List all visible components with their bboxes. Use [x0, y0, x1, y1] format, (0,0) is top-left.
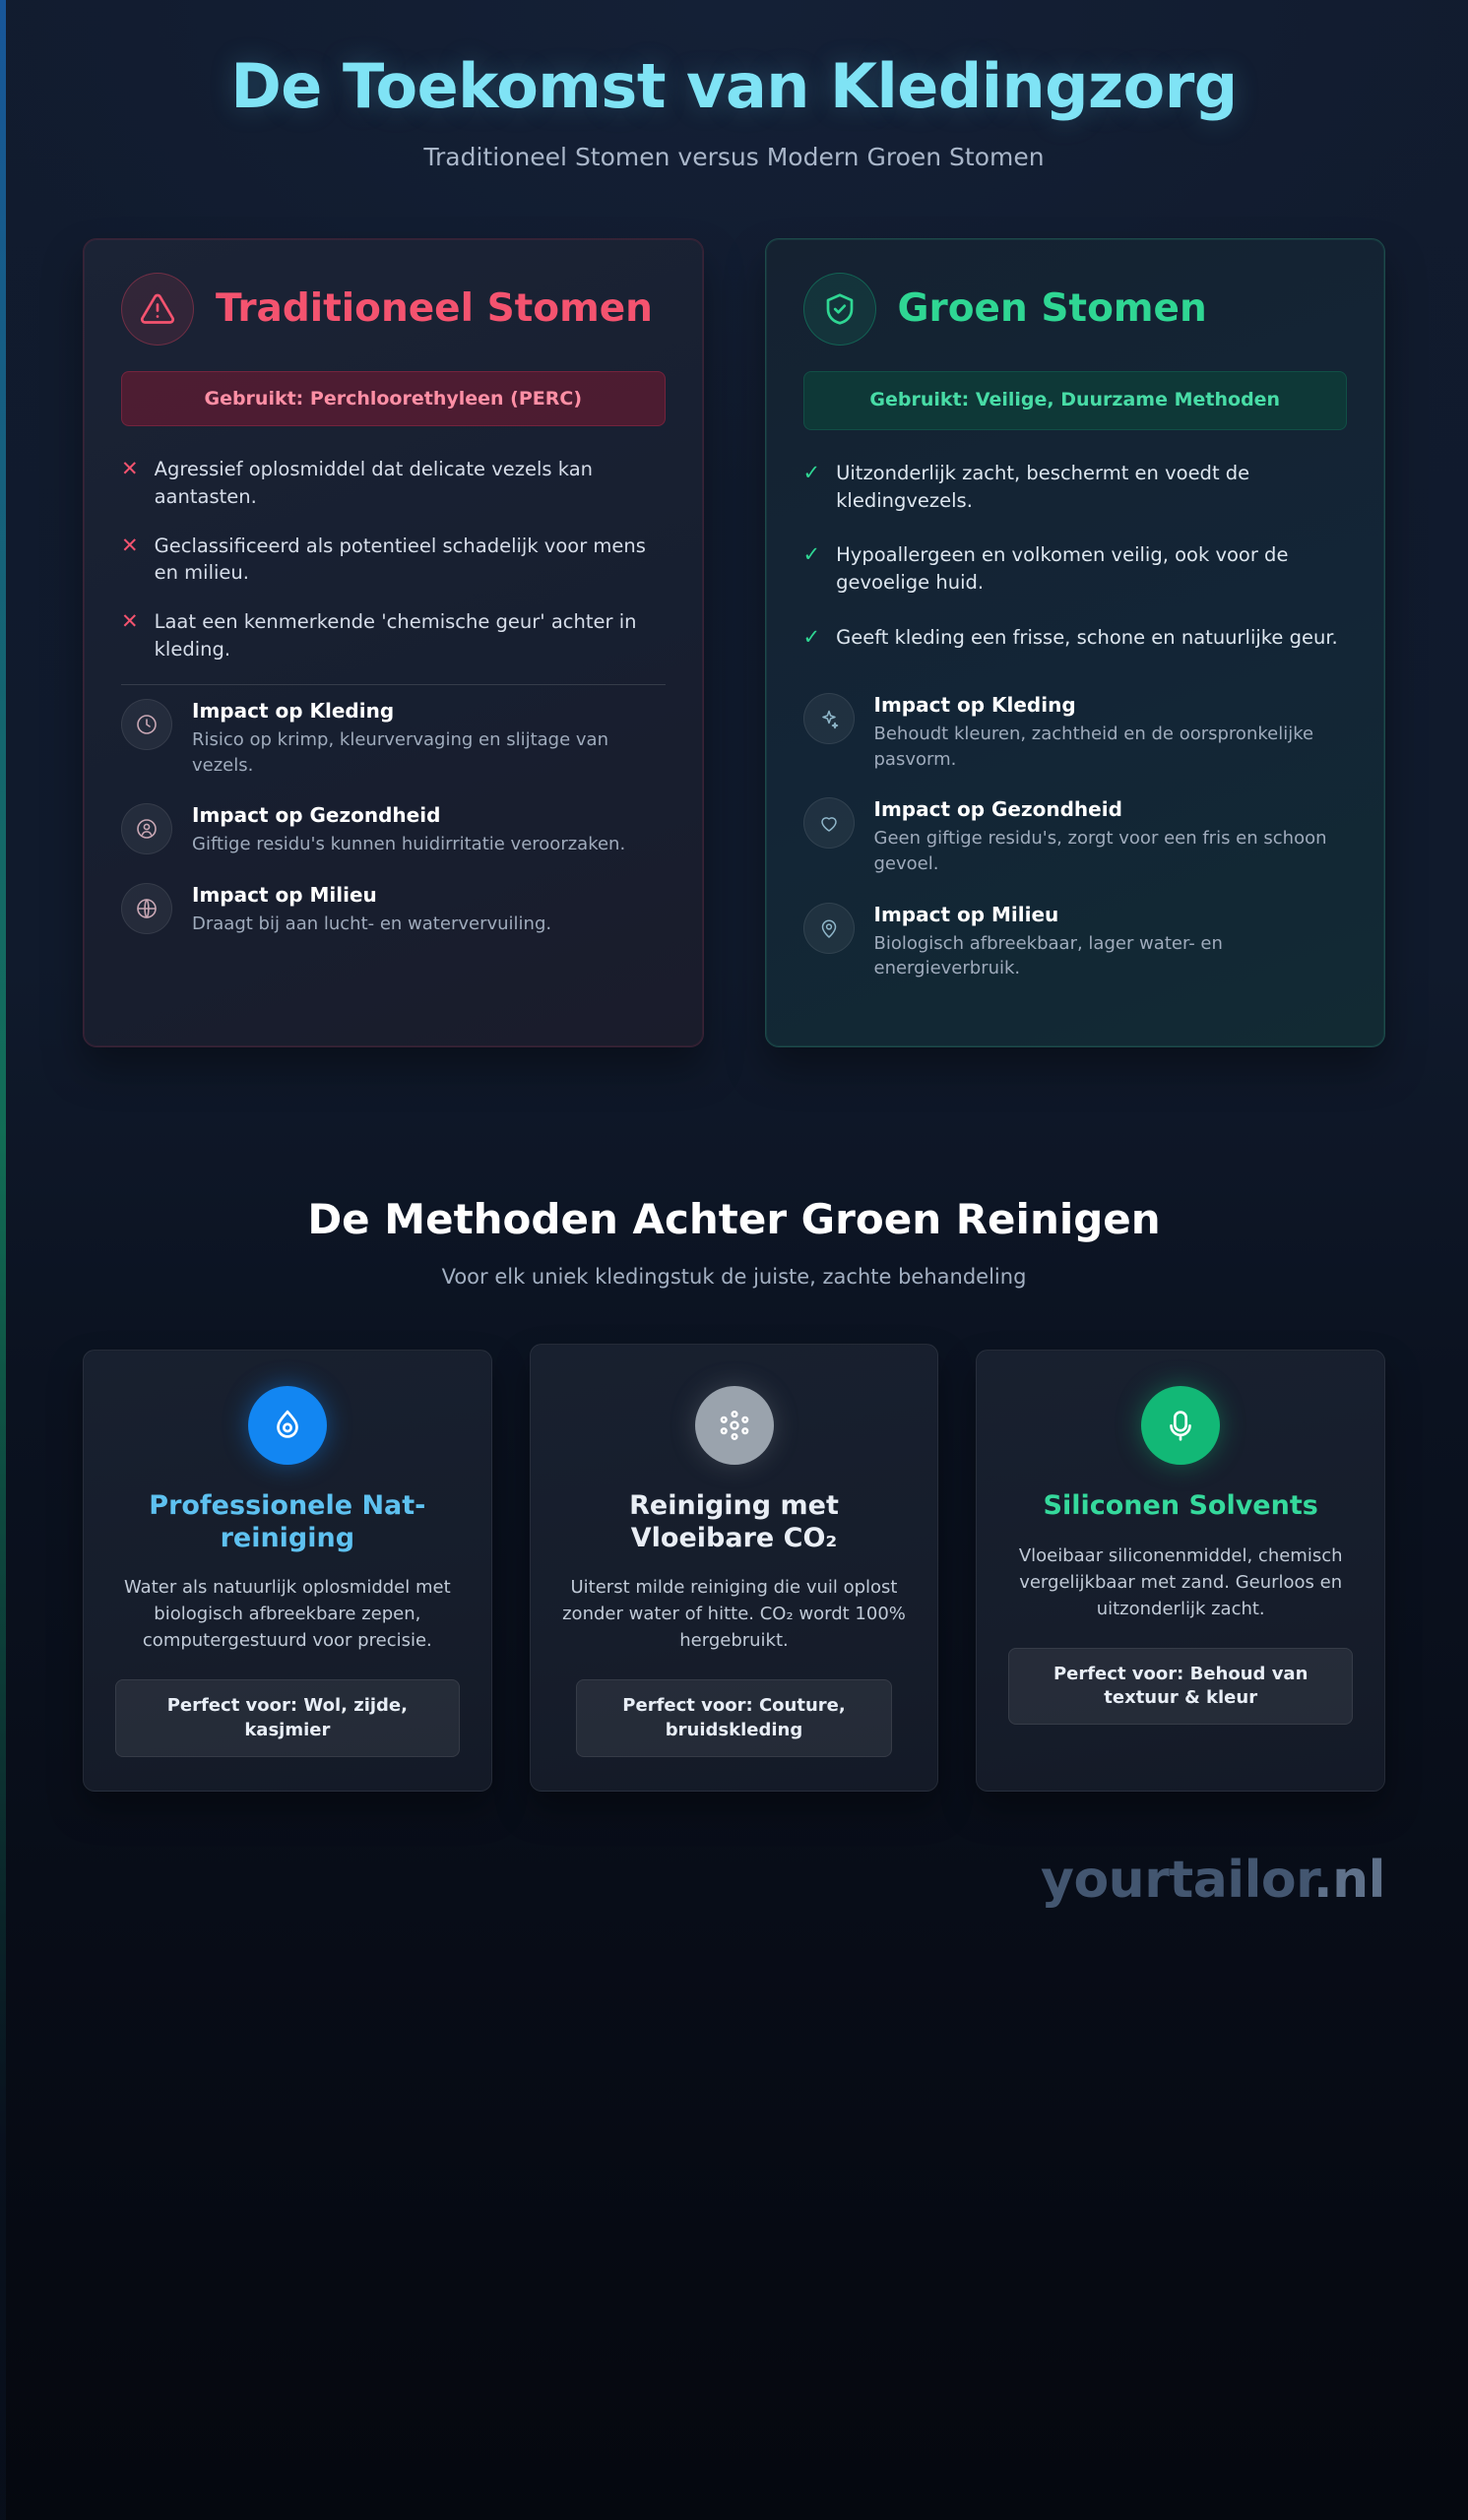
- brand-tld: .nl: [1312, 1851, 1385, 1911]
- impact-text: [874, 797, 1348, 876]
- impact-row: [121, 803, 666, 857]
- impact-row: [121, 883, 666, 937]
- impact-row: [803, 797, 1348, 876]
- green-card-title: Groen Stomen: [897, 286, 1207, 332]
- list-item-text: Laat een kenmerkende 'chemische geur' achter in kleding.: [154, 609, 637, 661]
- impact-desc: Biologisch afbreekbaar, lager water- en energieverbruik.: [873, 932, 1223, 979]
- list-item-text: Hypoallergeen en volkomen veilig, ook voor de gevoelige huid.: [836, 543, 1289, 594]
- impact-title: Impact op Milieu: [192, 883, 377, 907]
- traditional-card: [83, 238, 704, 1046]
- comparison-section: [0, 171, 1468, 1046]
- list-item-text: Uitzonderlijk zacht, beschermt en voedt de kledingvezels.: [836, 461, 1250, 512]
- impact-title: Impact op Milieu: [873, 902, 1059, 926]
- traditional-bullet-list: [121, 456, 666, 662]
- list-item: [803, 624, 1348, 652]
- method-title-line1: Reiniging met: [629, 1489, 839, 1521]
- feather-icon: [1141, 1386, 1220, 1465]
- user-alert-icon: [121, 803, 172, 854]
- method-card-silicone: [976, 1350, 1385, 1792]
- method-card-co2: [530, 1344, 939, 1792]
- method-description: Vloeibaar siliconenmiddel, chemisch vergelijkbaar met zand. Geurloos en uitzonderlijk zacht.: [1018, 1544, 1343, 1619]
- list-item-text: Agressief oplosmiddel dat delicate vezels kan aantasten.: [154, 458, 594, 508]
- cross-icon: ✕: [121, 608, 139, 633]
- impact-text: [192, 699, 666, 778]
- method-title: Siliconen Solvents: [1043, 1489, 1318, 1521]
- list-item: [803, 460, 1348, 514]
- traditional-card-header: [121, 273, 666, 346]
- method-description: Uiterst milde reiniging die vuil oplost zonder water of hitte. CO₂ wordt 100% hergebruikt.: [562, 1577, 906, 1652]
- impact-title: Impact op Kleding: [873, 693, 1076, 718]
- heart-icon: [803, 797, 855, 849]
- traditional-impact-list: [121, 699, 666, 936]
- hero-header: [0, 0, 1468, 171]
- impact-desc: Giftige residu's kunnen huidirritatie veroorzaken.: [192, 834, 626, 855]
- method-card-wet-cleaning: [83, 1350, 492, 1792]
- cross-icon: ✕: [121, 533, 139, 557]
- method-title: Professionele Nat-reiniging: [149, 1489, 426, 1553]
- shield-check-icon: [803, 273, 876, 346]
- green-impact-list: [803, 693, 1348, 980]
- impact-title: Impact op Gezondheid: [873, 797, 1122, 822]
- page-subtitle: Traditioneel Stomen versus Modern Groen Stomen: [423, 143, 1045, 172]
- method-best-for-pill: Perfect voor: Behoud van textuur & kleur: [1008, 1648, 1353, 1726]
- cross-icon: ✕: [121, 457, 139, 481]
- check-icon: ✓: [802, 542, 821, 567]
- method-title-line2: Vloeibare CO₂: [630, 1522, 838, 1553]
- method-best-for-pill: Perfect voor: Couture, bruidskleding: [576, 1679, 893, 1757]
- impact-desc: Risico op krimp, kleurvervaging en slijtage van vezels.: [192, 729, 608, 776]
- molecule-icon: [695, 1386, 774, 1465]
- method-title: [629, 1490, 839, 1555]
- divider: [121, 684, 666, 685]
- methods-section: [0, 1195, 1468, 1792]
- traditional-chemical-pill: Gebruikt: Perchloorethyleen (PERC): [121, 371, 666, 426]
- green-card-header: [803, 273, 1348, 346]
- green-bullet-list: [803, 460, 1348, 651]
- check-icon: ✓: [802, 624, 821, 649]
- list-item-text: Geeft kleding een frisse, schone en natuurlijke geur.: [836, 625, 1338, 649]
- brand-logo: [83, 1851, 1385, 1910]
- globe-icon: [121, 883, 172, 934]
- brand-name: yourtailor: [1041, 1851, 1313, 1911]
- methods-heading: De Methoden Achter Groen Reinigen: [307, 1194, 1161, 1243]
- impact-desc: Geen giftige residu's, zorgt voor een fris en schoon gevoel.: [873, 828, 1327, 874]
- traditional-card-title: Traditioneel Stomen: [216, 286, 653, 332]
- list-item: [803, 541, 1348, 596]
- impact-row: [803, 903, 1348, 981]
- method-best-for-pill: Perfect voor: Wol, zijde, kasjmier: [115, 1679, 460, 1757]
- page-title: De Toekomst van Kledingzorg: [230, 50, 1238, 122]
- impact-row: [803, 693, 1348, 772]
- footer: [0, 1851, 1468, 1961]
- impact-text: [874, 903, 1348, 981]
- method-description: Water als natuurlijk oplosmiddel met biologisch afbreekbare zepen, computergestuurd voor precisie.: [124, 1577, 451, 1652]
- list-item: [121, 608, 666, 662]
- impact-text: [874, 693, 1348, 772]
- green-method-pill: Gebruikt: Veilige, Duurzame Methoden: [803, 371, 1348, 430]
- impact-title: Impact op Kleding: [192, 699, 395, 724]
- impact-text: [192, 803, 625, 857]
- list-item-text: Geclassificeerd als potentieel schadelijk voor mens en milieu.: [154, 534, 646, 585]
- methods-subheading: Voor elk uniek kledingstuk de juiste, zachte behandeling: [441, 1264, 1027, 1289]
- impact-row: [121, 699, 666, 778]
- impact-title: Impact op Gezondheid: [192, 803, 441, 828]
- water-drop-icon: [248, 1386, 327, 1465]
- list-item: [121, 533, 666, 587]
- impact-desc: Behoudt kleuren, zachtheid en de oorspronkelijke pasvorm.: [873, 724, 1314, 770]
- impact-desc: Draagt bij aan lucht- en watervervuiling.: [192, 914, 552, 934]
- list-item: [121, 456, 666, 510]
- impact-text: [192, 883, 551, 937]
- green-card: [765, 238, 1386, 1046]
- location-pin-icon: [803, 903, 855, 954]
- methods-card-list: [83, 1350, 1385, 1792]
- clock-icon: [121, 699, 172, 750]
- check-icon: ✓: [802, 460, 821, 484]
- sparkles-icon: [803, 693, 855, 744]
- warning-triangle-icon: [121, 273, 194, 346]
